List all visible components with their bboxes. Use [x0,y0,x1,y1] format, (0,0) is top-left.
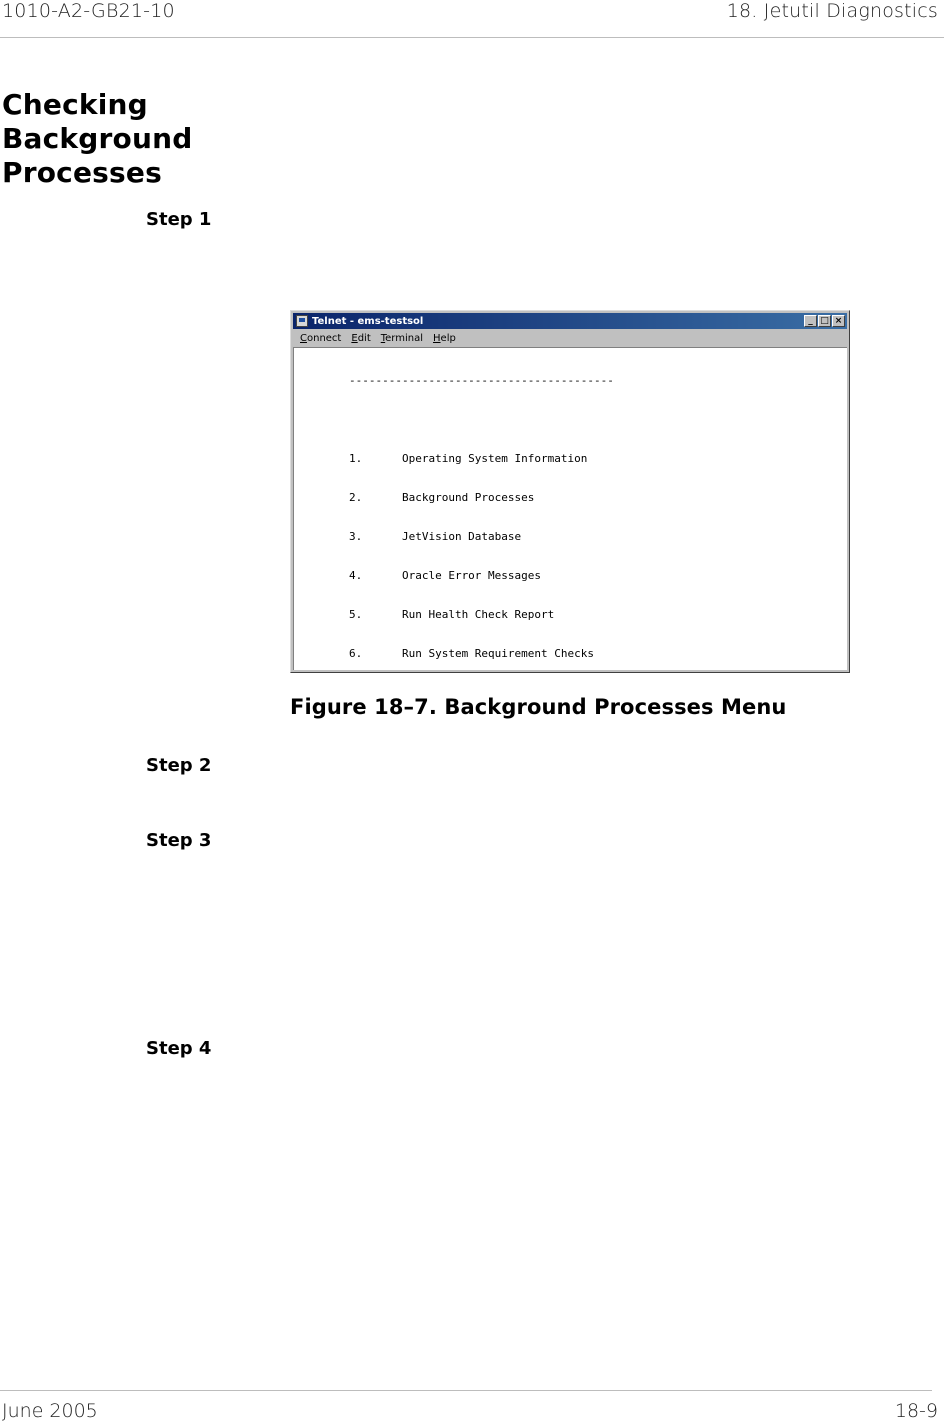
telnet-app-icon [296,315,308,327]
menu-help[interactable]: Help [433,332,456,344]
section-title: Checking Background Processes [2,88,193,189]
footer-page-number: 18-9 [894,1400,938,1422]
terminal-line: 6. Run System Requirement Checks [296,647,595,660]
terminal-line: 5. Run Health Check Report [296,608,555,621]
maximize-button[interactable]: □ [818,315,831,327]
telnet-title: Telnet - ems-testsol [312,315,424,327]
step-2-label: Step 2 [146,755,212,776]
telnet-window [290,310,850,673]
telnet-menubar [293,330,847,346]
step-4-label: Step 4 [146,1038,212,1059]
terminal-screen[interactable] [293,347,847,670]
minimize-button[interactable]: _ [804,315,817,327]
terminal-line: 2. Background Processes [296,491,535,504]
step-1-label: Step 1 [146,209,212,230]
menu-terminal[interactable]: Terminal [380,332,424,344]
telnet-titlebar[interactable] [293,313,847,329]
terminal-line [296,413,847,426]
terminal-line: ---------------------------------------- [296,374,614,387]
close-button[interactable]: × [832,315,845,327]
terminal-output [294,348,847,670]
step-3-label: Step 3 [146,830,212,851]
header-chapter: 18. Jetutil Diagnostics [726,0,938,22]
terminal-line: 4. Oracle Error Messages [296,569,542,582]
menu-edit[interactable]: Edit [351,332,371,344]
figure-caption: Figure 18–7. Background Processes Menu [290,695,787,719]
header-rule [0,37,944,38]
footer-date: June 2005 [2,1400,98,1422]
footer-rule [0,1390,932,1391]
header-doc-id: 1010-A2-GB21-10 [2,0,175,22]
menu-connect[interactable]: Connect [300,332,342,344]
terminal-line: 3. JetVision Database [296,530,522,543]
terminal-line: 1. Operating System Information [296,452,588,465]
